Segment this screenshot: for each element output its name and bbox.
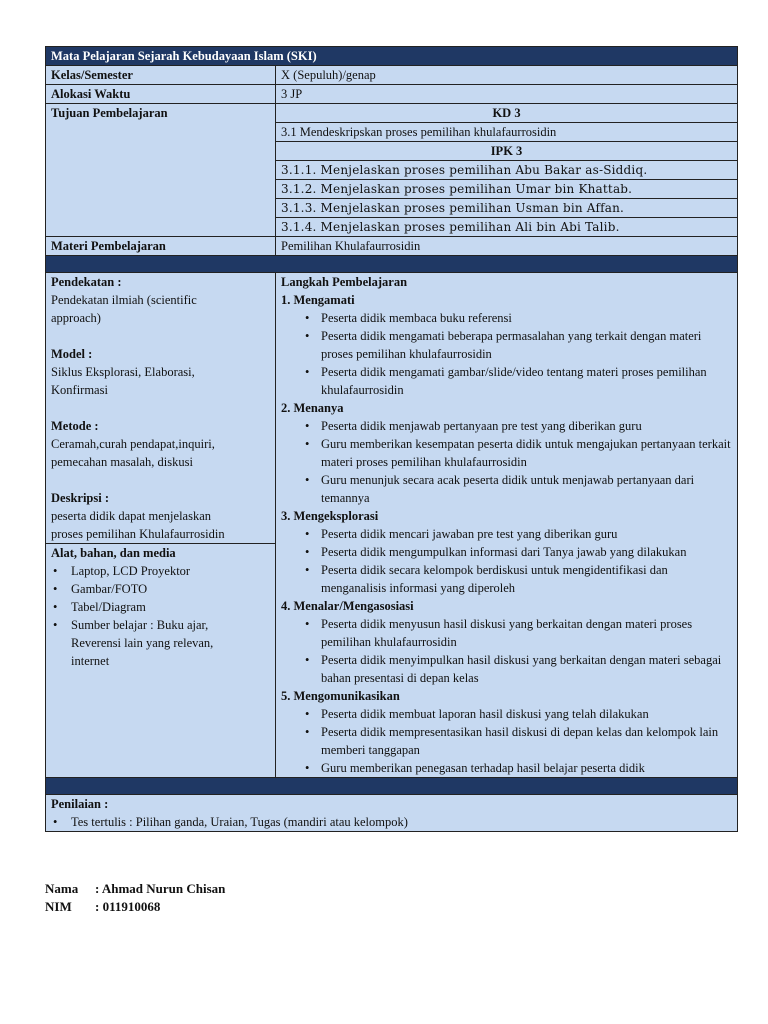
model-title: Model :: [51, 347, 93, 361]
step-title: 1. Mengamati: [281, 293, 355, 307]
lesson-plan-table: [45, 46, 738, 832]
nim-value: : 011910068: [95, 899, 161, 914]
deskripsi-text: peserta didik dapat menjelaskan proses pemilihan Khulafaurrosidin: [51, 509, 225, 541]
step-item: • Peserta didik mengamati beberapa permasalahan yang terkait dengan materi proses pemilihan khulafaurrosidin: [301, 327, 732, 363]
nim-label: NIM: [45, 899, 72, 914]
alat-item: • Gambar/FOTO: [51, 580, 240, 598]
deskripsi-title: Deskripsi :: [51, 491, 109, 505]
step-item: • Peserta didik mengamati gambar/slide/video tentang materi proses pemilihan khulafaurrosidin: [301, 363, 732, 399]
ipk-heading: IPK 3: [276, 142, 738, 161]
step-item: • Guru menunjuk secara acak peserta didik untuk menjawab pertanyaan dari temannya: [301, 471, 732, 507]
student-info: [45, 880, 225, 916]
step-item: • Peserta didik membaca buku referensi: [301, 309, 732, 327]
alokasi-label: Alokasi Waktu: [46, 85, 276, 104]
kd-item: 3.1 Mendeskripskan proses pemilihan khulafaurrosidin: [276, 123, 738, 142]
kelas-label: Kelas/Semester: [46, 66, 276, 85]
step-item: • Guru memberikan penegasan terhadap hasil belajar peserta didik: [301, 759, 732, 777]
penilaian-title: Penilaian :: [51, 797, 109, 811]
ipk-item: 3.1.3. Menjelaskan proses pemilihan Usman bin Affan.: [276, 199, 738, 218]
step-list: [281, 417, 732, 507]
step-item: • Peserta didik mengumpulkan informasi dari Tanya jawab yang dilakukan: [301, 543, 732, 561]
nama-label: Nama: [45, 881, 79, 896]
step-item: • Peserta didik menyimpulkan hasil diskusi yang berkaitan dengan materi sebagai bahan presentasi di depan kelas: [301, 651, 732, 687]
nama-value: : Ahmad Nurun Chisan: [95, 881, 226, 896]
lesson-plan-sheet: [45, 46, 737, 832]
step-item: • Peserta didik menyusun hasil diskusi yang berkaitan dengan materi proses pemilihan khulafaurrosidin: [301, 615, 732, 651]
alat-list: [51, 562, 270, 670]
step-title: 5. Mengomunikasikan: [281, 689, 400, 703]
subject-title: Mata Pelajaran Sejarah Kebudayaan Islam (SKI): [46, 47, 738, 66]
metode-text: Ceramah,curah pendapat,inquiri, pemecahan masalah, diskusi: [51, 437, 215, 469]
ipk-item: 3.1.1. Menjelaskan proses pemilihan Abu Bakar as-Siddiq.: [276, 161, 738, 180]
step-list: [281, 615, 732, 687]
pendekatan-text: Pendekatan ilmiah (scientific approach): [51, 293, 197, 325]
step-item: • Peserta didik mempresentasikan hasil diskusi di depan kelas dan kelompok lain memberi tanggapan: [301, 723, 732, 759]
step-item: • Guru memberikan kesempatan peserta didik untuk mengajukan pertanyaan terkait materi proses pemilihan khulafaurrosidin: [301, 435, 732, 471]
alat-item: • Laptop, LCD Proyektor: [51, 562, 240, 580]
separator-bar: [46, 778, 738, 795]
step-title: 4. Menalar/Mengasosiasi: [281, 599, 414, 613]
separator-bar: [46, 256, 738, 273]
step-item: • Peserta didik secara kelompok berdiskusi untuk mengidentifikasi dan menganalisis informasi yang diperoleh: [301, 561, 732, 597]
langkah-cell: [276, 273, 738, 778]
step-title: 3. Mengeksplorasi: [281, 509, 379, 523]
tujuan-label: Tujuan Pembelajaran: [46, 104, 276, 237]
step-item: • Peserta didik menjawab pertanyaan pre test yang diberikan guru: [301, 417, 732, 435]
alat-title: Alat, bahan, dan media: [51, 546, 176, 560]
langkah-title: Langkah Pembelajaran: [281, 275, 408, 289]
pendekatan-title: Pendekatan :: [51, 275, 122, 289]
ipk-item: 3.1.2. Menjelaskan proses pemilihan Umar bin Khattab.: [276, 180, 738, 199]
metode-title: Metode :: [51, 419, 99, 433]
step-list: [281, 309, 732, 399]
kd-heading: KD 3: [276, 104, 738, 123]
ipk-item: 3.1.4. Menjelaskan proses pemilihan Ali bin Abi Talib.: [276, 218, 738, 237]
penilaian-list: [51, 813, 732, 831]
alokasi-value: 3 JP: [276, 85, 738, 104]
step-list: [281, 705, 732, 777]
penilaian-item: • Tes tertulis : Pilihan ganda, Uraian, Tugas (mandiri atau kelompok): [51, 813, 732, 831]
alat-item: • Sumber belajar : Buku ajar, Reverensi lain yang relevan, internet: [51, 616, 240, 670]
step-list: [281, 525, 732, 597]
step-title: 2. Menanya: [281, 401, 344, 415]
model-text: Siklus Eksplorasi, Elaborasi, Konfirmasi: [51, 365, 195, 397]
kelas-value: X (Sepuluh)/genap: [276, 66, 738, 85]
method-cell: [46, 273, 276, 778]
materi-label: Materi Pembelajaran: [46, 237, 276, 256]
step-item: • Peserta didik mencari jawaban pre test yang diberikan guru: [301, 525, 732, 543]
materi-value: Pemilihan Khulafaurrosidin: [276, 237, 738, 256]
penilaian-cell: [46, 795, 738, 832]
step-item: • Peserta didik membuat laporan hasil diskusi yang telah dilakukan: [301, 705, 732, 723]
alat-item: • Tabel/Diagram: [51, 598, 240, 616]
